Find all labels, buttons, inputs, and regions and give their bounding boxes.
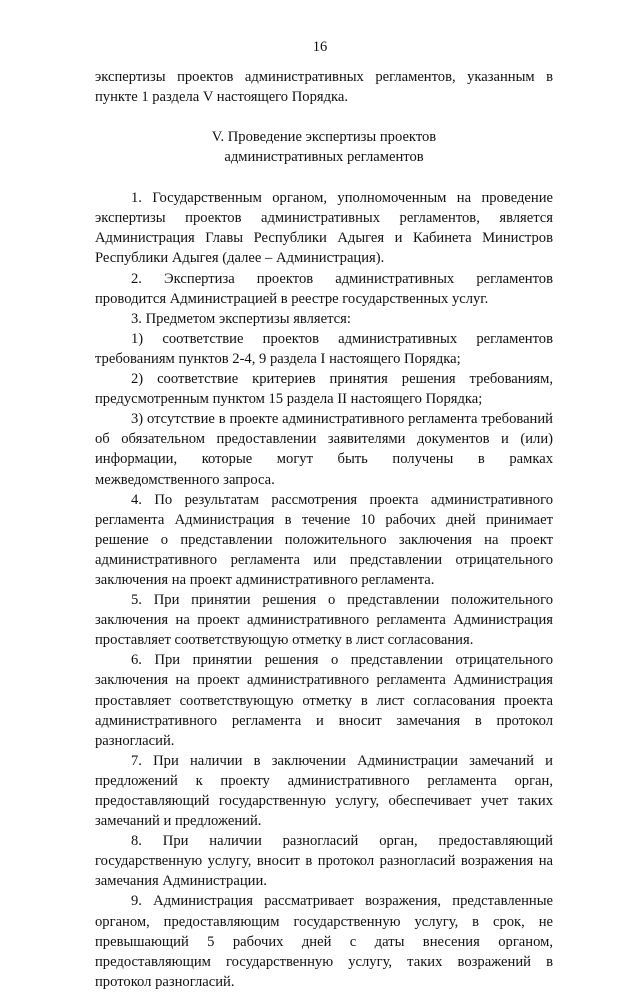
section-heading-line-1: V. Проведение экспертизы проектов	[211, 129, 437, 146]
paragraph-1: 1. Государственным органом, уполномоченным на проведение экспертизы проектов административных регламентов, является Администрация Главы Республики Адыгея и Кабинета Министров Республики Адыгея (далее – Администрация).	[95, 190, 553, 267]
document-body	[95, 67, 553, 992]
paragraph-2: 2. Экспертиза проектов административных регламентов проводится Администрацией в реестре государственных услуг.	[95, 270, 553, 307]
paragraph-6: 6. При принятии решения о представлении отрицательного заключения на проект административного регламента Администрация проставляет соответствующую отметку в лист согласования проекта административного регламента и вносит замечания в протокол разногласий.	[95, 652, 553, 749]
paragraph-5: 5. При принятии решения о представлении положительного заключения на проект административного регламента Администрация проставляет соответствующую отметку в лист согласования.	[95, 592, 553, 649]
paragraph-8: 8. При наличии разногласий орган, предоставляющий государственную услугу, вносит в протокол разногласий возражения на замечания Администрации.	[95, 833, 553, 890]
page-number: 16	[312, 39, 328, 55]
paragraph-9: 9. Администрация рассматривает возражения, представленные органом, предоставляющим государственную услугу, в срок, не превышающий 5 рабочих дней с даты внесения органом, предоставляющим государственную услугу, таких возражений в протокол разногласий.	[95, 893, 553, 990]
section-heading	[95, 127, 553, 167]
paragraph-3: 3. Предметом экспертизы является:	[131, 310, 351, 327]
paragraph-3-item-3: 3) отсутствие в проекте административного регламента требований об обязательном предоставлении заявителями документов и (или) информации, которые могут быть получены в рамках межведомственного запроса.	[95, 411, 553, 488]
paragraph-7: 7. При наличии в заключении Администрации замечаний и предложений к проекту административного регламента орган, предоставляющий государственную услугу, обеспечивает учет таких замечаний и предложений.	[95, 752, 553, 830]
paragraph-4: 4. По результатам рассмотрения проекта административного регламента Администрация в течение 10 рабочих дней принимает решение о представлении положительного заключения на проект административного регламента или представлении отрицательного заключения на проект административного регламента.	[95, 491, 553, 588]
section-heading-line-2: административных регламентов	[224, 149, 424, 166]
paragraph-3-item-2: 2) соответствие критериев принятия решения требованиям, предусмотренным пунктом 15 раздела II настоящего Порядка;	[95, 371, 553, 408]
paragraph-3-item-1: 1) соответствие проектов административных регламентов требованиям пунктов 2-4, 9 раздела I настоящего Порядка;	[95, 330, 553, 367]
continuation-paragraph: экспертизы проектов административных регламентов, указанным в пункте 1 раздела V настоящего Порядка.	[95, 69, 553, 106]
